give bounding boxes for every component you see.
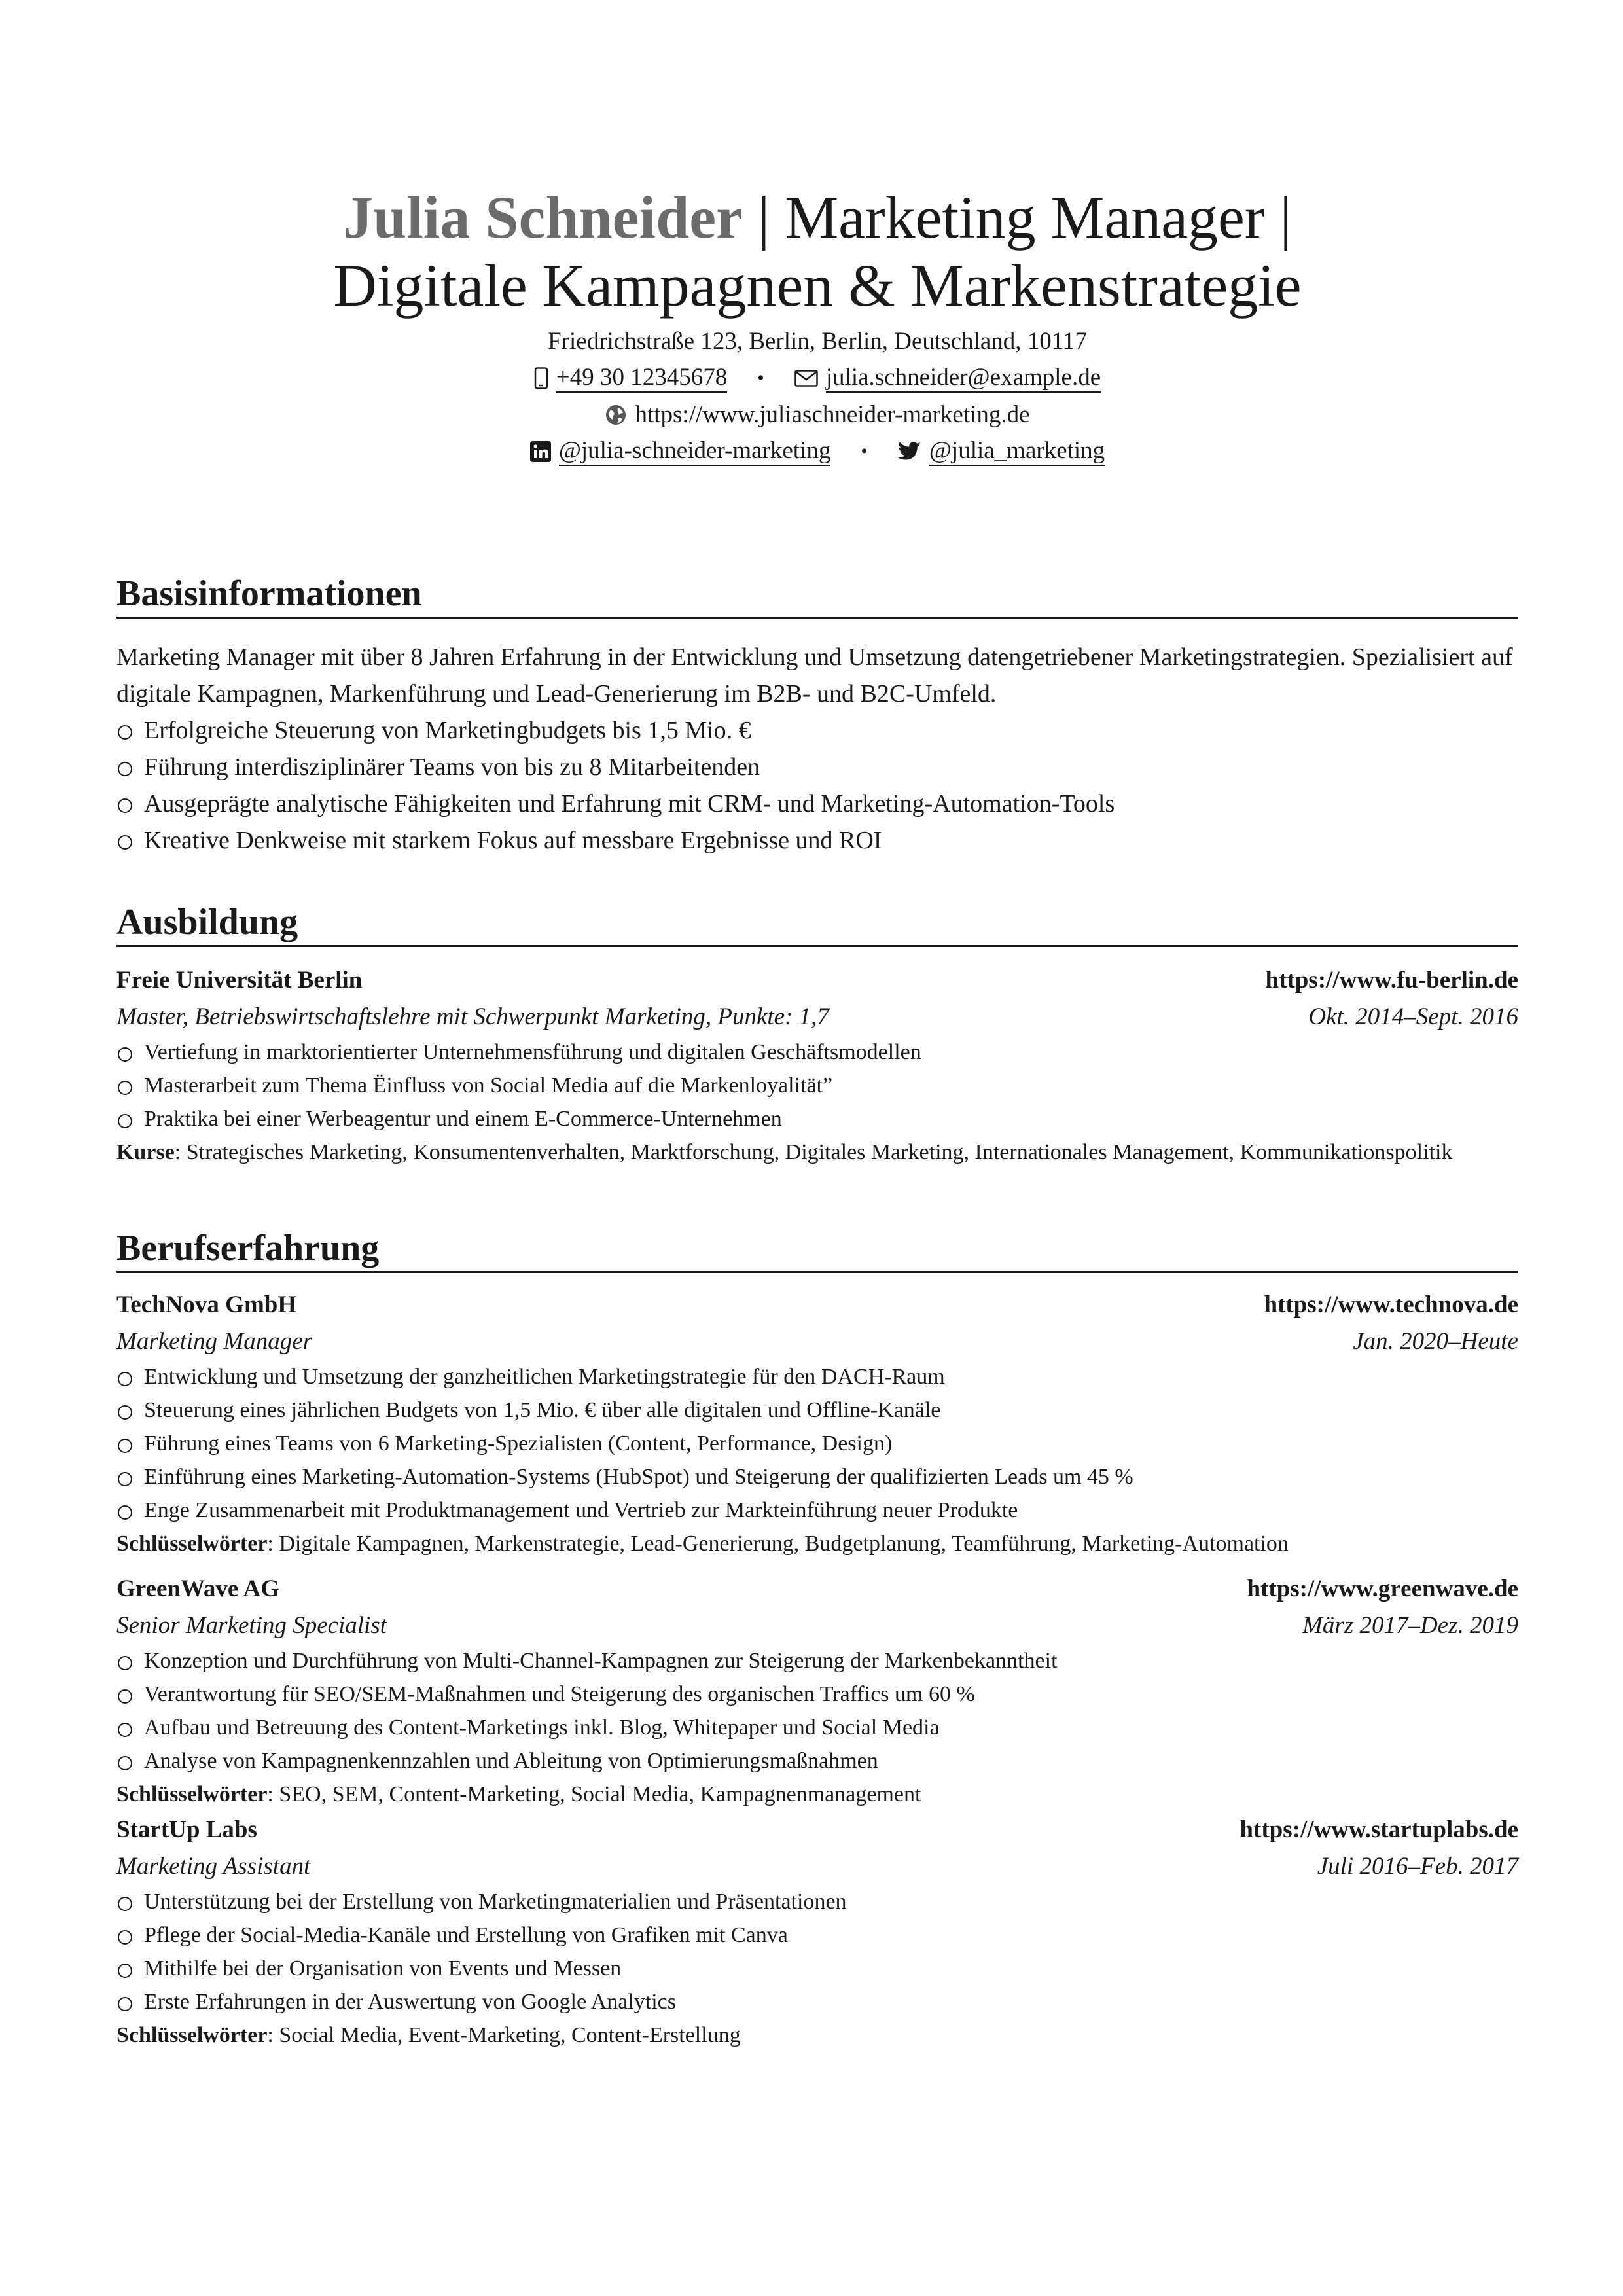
- company-name: GreenWave AG: [116, 1575, 280, 1602]
- bullet-circle-icon: [118, 1897, 132, 1911]
- contact-row-1: [116, 360, 1518, 397]
- education-degree-row: [116, 999, 1518, 1035]
- keywords-list: : Social Media, Event-Marketing, Content-Erstellung: [267, 2023, 741, 2047]
- company-name: StartUp Labs: [116, 1816, 257, 1843]
- bullet-circle-icon: [118, 1689, 132, 1704]
- list-item: Aufbau und Betreuung des Content-Marketings inkl. Blog, Whitepaper und Social Media: [116, 1711, 1518, 1744]
- email-link[interactable]: [794, 364, 1101, 393]
- company-url[interactable]: https://www.technova.de: [1264, 1291, 1518, 1318]
- job-role-row: [116, 1848, 1518, 1885]
- company-url[interactable]: https://www.startuplabs.de: [1240, 1816, 1518, 1843]
- section-heading-experience: Berufserfahrung: [116, 1227, 1518, 1273]
- list-item: Erfolgreiche Steuerung von Marketingbudgets bis 1,5 Mio. €: [116, 712, 1518, 749]
- phone-number: +49 30 12345678: [556, 364, 727, 393]
- bullet-circle-icon: [118, 1114, 132, 1128]
- job-entry-startuplabs: [116, 1812, 1518, 2052]
- email-address: julia.schneider@example.de: [826, 364, 1101, 393]
- bullet-circle-icon: [118, 762, 132, 776]
- keywords-line: [116, 1778, 1518, 1811]
- education-header-row: [116, 962, 1518, 999]
- job-bullet-list: [116, 1360, 1518, 1527]
- keywords-label: Schlüsselwörter: [116, 1782, 268, 1806]
- job-role-row: [116, 1323, 1518, 1360]
- list-item: Kreative Denkweise mit starkem Fokus auf messbare Ergebnisse und ROI: [116, 822, 1518, 859]
- list-item: Ausgeprägte analytische Fähigkeiten und Erfahrung mit CRM- und Marketing-Automation-Tools: [116, 785, 1518, 822]
- list-item: Praktika bei einer Werbeagentur und einem E-Commerce-Unternehmen: [116, 1102, 1518, 1136]
- bullet-circle-icon: [118, 1756, 132, 1770]
- job-header-row: [116, 1812, 1518, 1848]
- courses-list: : Strategisches Marketing, Konsumentenverhalten, Marktforschung, Digitales Marketing, Internationales Management, Kommunikationspolitik: [174, 1140, 1453, 1164]
- keywords-line: [116, 2018, 1518, 2052]
- phone-link[interactable]: [534, 364, 727, 393]
- bullet-circle-icon: [118, 1930, 132, 1945]
- bullet-circle-icon: [118, 725, 132, 740]
- keywords-list: : Digitale Kampagnen, Markenstrategie, Lead-Generierung, Budgetplanung, Teamführung, Marketing-Automation: [267, 1532, 1289, 1556]
- institution-url[interactable]: https://www.fu-berlin.de: [1265, 967, 1518, 994]
- title-line-1: [116, 183, 1518, 251]
- person-name: Julia Schneider: [343, 184, 743, 251]
- job-header-row: [116, 1287, 1518, 1323]
- contact-row-2: [116, 397, 1518, 433]
- keywords-list: : SEO, SEM, Content-Marketing, Social Media, Kampagnenmanagement: [267, 1782, 921, 1806]
- keywords-label: Schlüsselwörter: [116, 2023, 268, 2047]
- keywords-line: [116, 1527, 1518, 1560]
- bullet-circle-icon: [118, 1372, 132, 1386]
- bullet-circle-icon: [118, 798, 132, 813]
- list-item: Pflege der Social-Media-Kanäle und Erstellung von Grafiken mit Canva: [116, 1918, 1518, 1952]
- summary-paragraph: Marketing Manager mit über 8 Jahren Erfahrung in der Entwicklung und Umsetzung datengetriebener Marketingstrategien. Spezialisiert auf digitale Kampagnen, Markenführung und Lead-Generierung im B2B- und B2C-Umfeld.: [116, 643, 1513, 708]
- job-bullet-list: [116, 1644, 1518, 1778]
- twitter-link[interactable]: [898, 437, 1105, 466]
- job-role-row: [116, 1607, 1518, 1644]
- globe-icon: [605, 404, 627, 426]
- list-item: Analyse von Kampagnenkennzahlen und Ableitung von Optimierungsmaßnahmen: [116, 1744, 1518, 1778]
- mobile-phone-icon: [534, 367, 548, 389]
- keywords-label: Schlüsselwörter: [116, 1532, 268, 1556]
- website-link[interactable]: [605, 397, 1029, 433]
- bullet-circle-icon: [118, 1505, 132, 1520]
- bullet-circle-icon: [118, 1964, 132, 1978]
- job-role: Marketing Manager: [116, 1328, 313, 1355]
- bullet-circle-icon: [118, 1439, 132, 1453]
- job-dates: Jan. 2020–Heute: [1353, 1328, 1518, 1355]
- job-dates: Juli 2016–Feb. 2017: [1317, 1853, 1518, 1880]
- job-entry-technova: [116, 1287, 1518, 1560]
- linkedin-handle: @julia-schneider-marketing: [559, 437, 831, 466]
- list-item: Mithilfe bei der Organisation von Events und Messen: [116, 1952, 1518, 1985]
- basis-section: [116, 639, 1518, 859]
- list-item: Führung interdisziplinärer Teams von bis zu 8 Mitarbeitenden: [116, 749, 1518, 785]
- section-heading-education: Ausbildung: [116, 901, 1518, 947]
- list-item: Steuerung eines jährlichen Budgets von 1,5 Mio. € über alle digitalen und Offline-Kanäle: [116, 1393, 1518, 1427]
- list-item: Konzeption und Durchführung von Multi-Channel-Kampagnen zur Steigerung der Markenbekanntheit: [116, 1644, 1518, 1677]
- company-name: TechNova GmbH: [116, 1291, 297, 1318]
- degree: Master, Betriebswirtschaftslehre mit Schwerpunkt Marketing, Punkte: 1,7: [116, 1003, 829, 1030]
- separator-dot: •: [861, 440, 868, 462]
- education-dates: Okt. 2014–Sept. 2016: [1308, 1003, 1518, 1030]
- title-line-2: Digitale Kampagnen & Markenstrategie: [333, 252, 1302, 319]
- bullet-circle-icon: [118, 835, 132, 850]
- bullet-circle-icon: [118, 1047, 132, 1062]
- bullet-circle-icon: [118, 1997, 132, 2011]
- basis-bullet-list: [116, 712, 1518, 859]
- address: Friedrichstraße 123, Berlin, Berlin, Deutschland, 10117: [548, 328, 1087, 355]
- linkedin-icon: [530, 441, 551, 462]
- job-role: Marketing Assistant: [116, 1853, 311, 1880]
- twitter-handle: @julia_marketing: [929, 437, 1105, 466]
- list-item: Vertiefung in marktorientierter Unternehmensführung und digitalen Geschäftsmodellen: [116, 1035, 1518, 1069]
- courses-label: Kurse: [116, 1140, 175, 1164]
- envelope-icon: [794, 370, 818, 387]
- bullet-circle-icon: [118, 1723, 132, 1737]
- separator-dot: •: [757, 367, 764, 389]
- website-url: https://www.juliaschneider-marketing.de: [635, 401, 1030, 428]
- list-item: Masterarbeit zum Thema Ëinfluss von Social Media auf die Markenloyalität”: [116, 1069, 1518, 1102]
- institution-name: Freie Universität Berlin: [116, 967, 363, 994]
- job-dates: März 2017–Dez. 2019: [1302, 1612, 1518, 1639]
- company-url[interactable]: https://www.greenwave.de: [1247, 1575, 1518, 1602]
- bullet-circle-icon: [118, 1405, 132, 1420]
- bullet-circle-icon: [118, 1081, 132, 1095]
- education-section: [116, 962, 1518, 1169]
- list-item: Verantwortung für SEO/SEM-Maßnahmen und Steigerung des organischen Traffics um 60 %: [116, 1677, 1518, 1711]
- bullet-circle-icon: [118, 1656, 132, 1670]
- list-item: Unterstützung bei der Erstellung von Marketingmaterialien und Präsentationen: [116, 1885, 1518, 1918]
- list-item: Einführung eines Marketing-Automation-Systems (HubSpot) und Steigerung der qualifizierten Leads um 45 %: [116, 1460, 1518, 1494]
- twitter-bird-icon: [898, 442, 921, 461]
- job-role: Senior Marketing Specialist: [116, 1612, 387, 1639]
- list-item: Enge Zusammenarbeit mit Produktmanagement und Vertrieb zur Markteinführung neuer Produkte: [116, 1494, 1518, 1527]
- job-title: | Marketing Manager |: [742, 184, 1292, 251]
- bullet-circle-icon: [118, 1472, 132, 1486]
- section-heading-basis: Basisinformationen: [116, 572, 1518, 619]
- job-entry-greenwave: [116, 1571, 1518, 1811]
- education-bullet-list: [116, 1035, 1518, 1136]
- courses-line: [116, 1136, 1518, 1169]
- list-item: Erste Erfahrungen in der Auswertung von Google Analytics: [116, 1985, 1518, 2018]
- job-bullet-list: [116, 1885, 1518, 2018]
- linkedin-link[interactable]: [530, 437, 831, 466]
- list-item: Führung eines Teams von 6 Marketing-Spezialisten (Content, Performance, Design): [116, 1427, 1518, 1460]
- contact-row-3: [116, 433, 1518, 470]
- resume-header: [116, 183, 1518, 470]
- job-header-row: [116, 1571, 1518, 1607]
- list-item: Entwicklung und Umsetzung der ganzheitlichen Marketingstrategie für den DACH-Raum: [116, 1360, 1518, 1393]
